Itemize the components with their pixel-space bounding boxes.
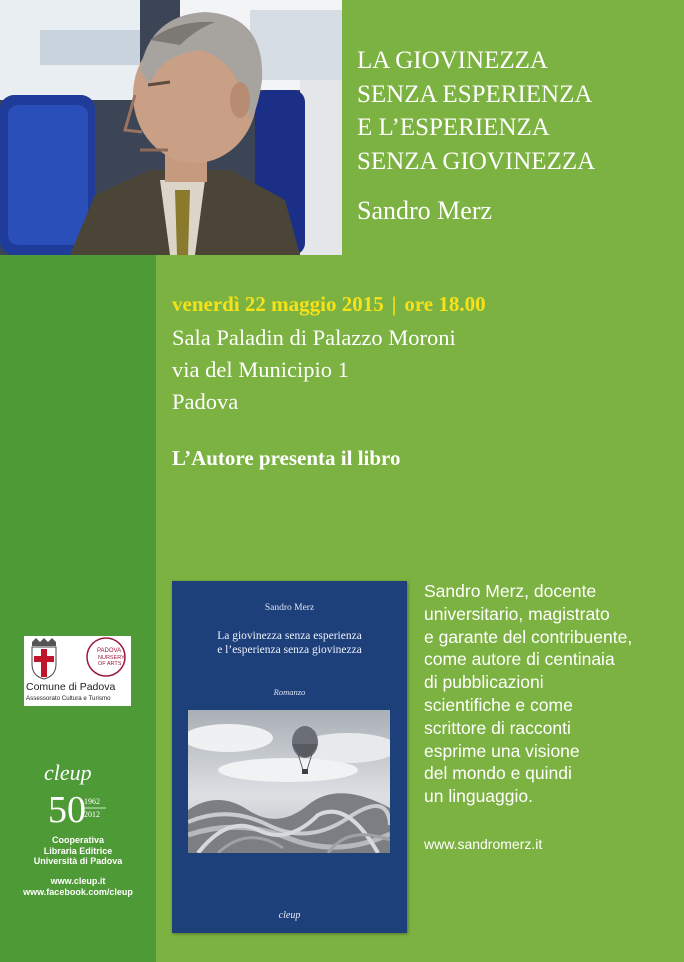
description-line: un linguaggio. <box>424 786 533 807</box>
partner-logo-line: PADOVA <box>97 648 122 654</box>
partner-logo-line: OF ARTS <box>98 661 122 667</box>
venue-line: Padova <box>172 389 239 414</box>
cleup-links <box>0 876 156 898</box>
author-description <box>424 580 680 808</box>
cleup-name-line: Cooperativa <box>51 835 104 845</box>
event-venue <box>172 322 456 418</box>
author-photo <box>0 0 342 255</box>
description-line: scientifiche e come <box>424 694 573 715</box>
book-cover-publisher: cleup <box>278 910 301 921</box>
book-cover-image <box>188 710 390 853</box>
cleup-50-icon <box>40 760 120 832</box>
cleup-name-line: Università di Padova <box>33 856 123 867</box>
cleup-logo-text: cleup <box>44 760 92 785</box>
presentation-heading: L’Autore presenta il libro <box>172 446 401 470</box>
comune-name: Comune di Padova <box>26 681 116 693</box>
cleup-logo <box>40 760 120 837</box>
cleup-facebook-link[interactable]: www.facebook.com/cleup <box>23 887 133 897</box>
cleup-year-end: 2012 <box>84 810 100 819</box>
comune-padova-logo <box>24 636 131 706</box>
balloon-illustration <box>188 710 390 853</box>
title-line: LA GIOVINEZZA <box>357 47 548 74</box>
title-line: SENZA ESPERIENZA <box>357 80 593 108</box>
description-line: di pubblicazioni <box>424 672 544 693</box>
description-line: come autore di centinaia <box>424 649 615 670</box>
date-separator: | <box>391 292 397 316</box>
description-line: esprime una visione <box>424 740 580 761</box>
crest-icon <box>24 636 131 682</box>
comune-subtitle: Assessorato Cultura e Turismo <box>26 695 111 702</box>
book-title-line: La giovinezza senza esperienza <box>217 630 362 642</box>
book-cover-genre: Romanzo <box>273 687 306 697</box>
event-date-time <box>172 292 486 317</box>
description-line: Sandro Merz, docente <box>424 581 597 601</box>
title-line: SENZA GIOVINEZZA <box>357 147 596 175</box>
cleup-website-link[interactable]: www.cleup.it <box>50 876 106 886</box>
poster-title <box>357 44 677 178</box>
cleup-year-start: 1962 <box>84 797 100 806</box>
book-title-line: e l’esperienza senza giovinezza <box>217 644 362 656</box>
description-line: del mondo e quindi <box>424 763 572 784</box>
venue-line: via del Municipio 1 <box>172 357 349 382</box>
author-name: Sandro Merz <box>357 196 493 225</box>
cleup-anniversary-number: 50 <box>48 789 86 831</box>
description-line: universitario, magistrato <box>424 603 610 624</box>
book-cover-author: Sandro Merz <box>264 603 315 613</box>
event-date: venerdì 22 maggio 2015 <box>172 292 384 316</box>
cleup-name <box>0 835 156 867</box>
description-line: scrittore di racconti <box>424 717 571 738</box>
event-time: ore 18.00 <box>404 292 486 316</box>
description-line: e garante del contribuente, <box>424 626 633 647</box>
title-line: E L’ESPERIENZA <box>357 114 550 141</box>
book-cover <box>172 581 407 933</box>
venue-line: Sala Paladin di Palazzo Moroni <box>172 325 456 350</box>
book-cover-title <box>172 629 407 657</box>
partner-logo-line: NURSERY <box>98 655 125 661</box>
author-photo-illustration <box>0 0 342 255</box>
author-website-link[interactable]: www.sandromerz.it <box>424 836 543 852</box>
cleup-name-line: Libraria Editrice <box>43 845 113 856</box>
